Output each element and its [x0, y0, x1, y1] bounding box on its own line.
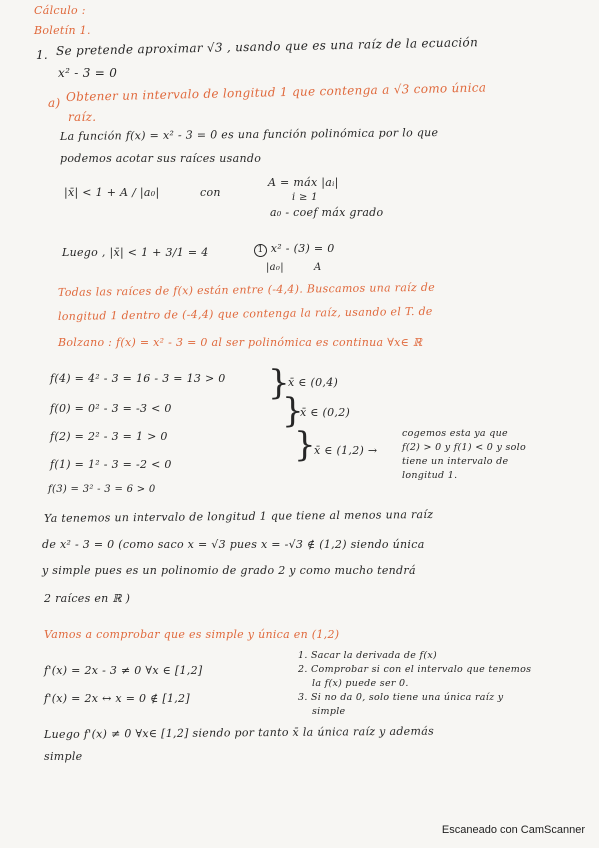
bound-formula: |x̄| < 1 + A / |a₀| — [64, 186, 160, 199]
brace-2: } — [282, 391, 304, 431]
section4-line-2: de x² - 3 = 0 (como saco x = √3 pues x = -√3 ∉ (1,2) siendo única — [42, 538, 425, 551]
brace-1: } — [268, 363, 290, 403]
section3-line-3: Bolzano : f(x) = x² - 3 = 0 al ser polinómica es continua ∀x∈ ℝ — [58, 336, 423, 349]
interval-1-2: x̄ ∈ (1,2) → — [314, 444, 378, 457]
note-line-3: tiene un intervalo de — [402, 456, 509, 467]
part-a-label: a) — [48, 96, 61, 110]
page-title: Cálculo : — [34, 4, 86, 17]
section1-line-1: La función f(x) = x² - 3 = 0 es una función polinómica por lo que — [59, 126, 439, 143]
eval-f4: f(4) = 4² - 3 = 16 - 3 = 13 > 0 — [50, 372, 226, 385]
eval-f1: f(1) = 1² - 3 = -2 < 0 — [50, 458, 172, 471]
eval-f3: f(3) = 3² - 3 = 6 > 0 — [48, 484, 156, 495]
def-a0: a₀ - coef máx grado — [270, 206, 384, 219]
eval-f2: f(2) = 2² - 3 = 1 > 0 — [50, 430, 168, 443]
circled-expr-text: x² - (3) = 0 — [270, 242, 335, 255]
con-label: con — [200, 186, 221, 199]
label-a0: |a₀| — [266, 262, 284, 273]
brace-3: } — [294, 425, 316, 465]
problem-number: 1. — [36, 48, 49, 62]
def-A: A = máx |aᵢ| — [268, 176, 339, 189]
step-1: 1. Sacar la derivada de f(x) — [298, 650, 438, 661]
part-a-line-1: Obtener un intervalo de longitud 1 que contenga a √3 como única — [65, 80, 487, 104]
problem-line-2: x² - 3 = 0 — [58, 66, 118, 80]
note-line-1: cogemos esta ya que — [402, 428, 508, 439]
conclusion-line-2: simple — [44, 750, 83, 763]
label-A: A — [314, 262, 322, 273]
note-line-2: f(2) > 0 y f(1) < 0 y solo — [402, 442, 526, 453]
section1-line-2: podemos acotar sus raíces usando — [60, 152, 262, 165]
problem-line-1: Se pretende aproximar √3 , usando que es una raíz de la ecuación — [55, 35, 479, 58]
luego-bound: Luego , |x̄| < 1 + 3/1 = 4 — [62, 246, 209, 259]
camscanner-footer: Escaneado con CamScanner — [441, 824, 585, 836]
section3-line-1: Todas las raíces de f(x) están entre (-4,4). Buscamos una raíz de — [57, 280, 436, 299]
step-2a: 2. Comprobar si con el intervalo que tenemos — [298, 664, 532, 675]
eval-f0: f(0) = 0² - 3 = -3 < 0 — [50, 402, 172, 415]
step-3a: 3. Si no da 0, solo tiene una única raíz y — [298, 692, 504, 703]
circled-coef-1: 1 — [254, 244, 267, 257]
section3-line-2: longitud 1 dentro de (-4,4) que contenga la raíz, usando el T. de — [57, 304, 433, 323]
section4-line-4: 2 raíces en ℝ ) — [44, 592, 131, 605]
section4-line-3: y simple pues es un polinomio de grado 2 y como mucho tendrá — [42, 564, 416, 577]
step-3b: simple — [312, 706, 346, 717]
derivative-2: f'(x) = 2x ↔ x = 0 ∉ [1,2] — [44, 692, 190, 705]
step-2b: la f(x) puede ser 0. — [312, 678, 409, 689]
section4-line-1: Ya tenemos un intervalo de longitud 1 que tiene al menos una raíz — [43, 507, 434, 525]
section5-line-1: Vamos a comprobar que es simple y única en (1,2) — [44, 628, 340, 641]
conclusion-line-1: Luego f'(x) ≠ 0 ∀x∈ [1,2] siendo por tanto x̄ la única raíz y además — [43, 724, 435, 741]
interval-0-2: x̄ ∈ (0,2) — [300, 406, 351, 419]
def-i: i ≥ 1 — [292, 192, 318, 203]
derivative-1: f'(x) = 2x - 3 ≠ 0 ∀x ∈ [1,2] — [44, 664, 203, 677]
part-a-line-2: raíz. — [68, 110, 97, 124]
interval-0-4: x̄ ∈ (0,4) — [288, 376, 339, 389]
page-subtitle: Boletín 1. — [34, 24, 91, 37]
circled-expression — [254, 242, 335, 257]
note-line-4: longitud 1. — [402, 470, 458, 481]
